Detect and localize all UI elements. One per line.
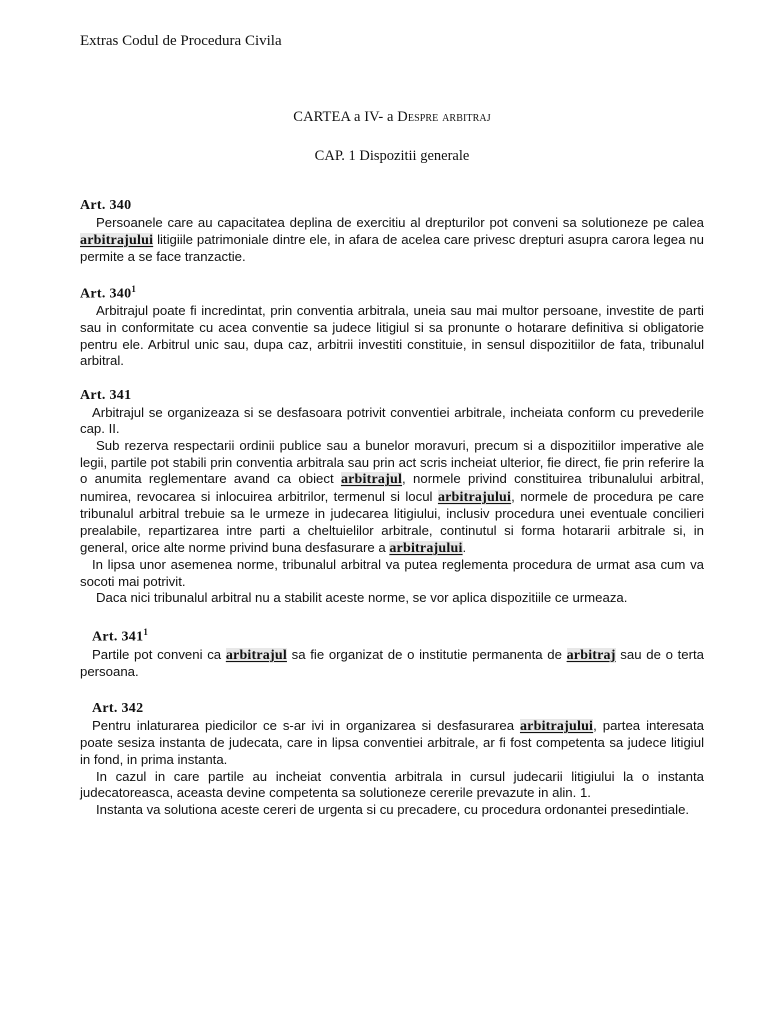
text-run: . [462, 539, 467, 555]
keyword-arbitraj: arbitrajul [340, 472, 403, 488]
article-paragraph [80, 718, 704, 769]
text-run: sau de o terta persoana. [80, 646, 704, 680]
keyword-arbitraj: arbitrajului [437, 489, 512, 505]
text-run: , partea interesata poate sesiza instanta de judecata, care in lipsa conventiei arbitrale, ar fi fost competenta sa judece litigiul in fond, in prima instanta. [80, 717, 704, 767]
article-paragraph: Arbitrajul se organizeaza si se desfasoara potrivit conventiei arbitrale, incheiata conform cu prevederile cap. II. [80, 404, 704, 437]
article-paragraph: Daca nici tribunalul arbitral nu a stabilit aceste norme, se vor aplica dispozitiile ce urmeaza. [96, 590, 628, 606]
text-run: Persoanele care au capacitatea deplina de exercitiu al drepturilor pot conveni sa solutioneze pe calea [96, 215, 704, 230]
article-341-1 [80, 627, 704, 681]
keyword-arbitraj: arbitrajului [389, 540, 463, 556]
text-run: Sub rezerva respectarii ordinii publice sau a bunelor moravuri, precum si a dispozitiilor imperative ale legii, partile pot stabili prin conventia arbitrala sau prin act scris incheiat ulterior, fie direct, fie prin referire la o anumita reglementare avand ca obiect [80, 438, 704, 487]
article-340 [80, 198, 704, 266]
book-title-smallcaps: Despre arbitraj [397, 109, 491, 125]
article-heading: Art. 342 [92, 700, 144, 716]
article-heading: Art. 340 [80, 198, 132, 213]
keyword-arbitraj: arbitrajul [225, 647, 287, 663]
text-run: Partile pot conveni ca [92, 646, 226, 662]
article-heading: Art. 341 [80, 387, 132, 403]
keyword-arbitraj: arbitraj [566, 647, 616, 663]
text-run: , normele de procedura pe care tribunalul arbitral trebuie sa le urmeze in judecarea litigiului, inclusiv procedura unei eventuale concilieri prealabile, repartizarea intre parti a cheltuielilor arbitrale, continutul si forma hotararii arbitrale si, in general, orice alte norme privind buna desfasurare a [80, 488, 704, 555]
article-heading-text: Art. 341 [92, 629, 144, 645]
chapter-title: CAP. 1 Dispozitii generale [314, 148, 470, 164]
article-heading-superscript: 1 [143, 626, 149, 637]
article-342 [80, 701, 704, 819]
keyword-arbitraj: arbitrajului [519, 718, 594, 734]
article-heading [80, 284, 704, 303]
keyword-arbitraj: arbitrajului [80, 232, 154, 248]
article-paragraph [80, 215, 704, 266]
article-heading-superscript: 1 [131, 283, 137, 294]
article-paragraph: Arbitrajul poate fi incredintat, prin conventia arbitrala, uneia sau mai multor persoane, investite de parti sau in conformitate cu acea conventie sa judece litigiul si sa pronunte o hotarare definitiva si obligatorie pentru ele. Arbitrul unic sau, dupa caz, arbitrii investiti constituie, in sensul dispozitiilor de fata, tribunalul arbitral. [80, 303, 704, 369]
article-paragraph [80, 647, 704, 681]
article-340-1 [80, 284, 704, 370]
article-paragraph [80, 438, 704, 557]
article-341 [80, 388, 704, 607]
book-title [80, 109, 704, 126]
article-paragraph: Instanta va solutiona aceste cereri de urgenta si cu precadere, cu procedura ordonantei presedintiale. [96, 801, 690, 817]
text-run: Pentru inlaturarea piedicilor ce s-ar ivi in organizarea si desfasurarea [92, 717, 520, 733]
article-heading [92, 627, 704, 646]
article-paragraph: In cazul in care partile au incheiat conventia arbitrala in cursul judecarii litigiului la o instanta judecatoreasca, aceasta devine competenta sa solutioneze cererile prevazute in alin. 1. [80, 768, 704, 801]
text-run: sa fie organizat de o institutie permanenta de [286, 646, 567, 662]
article-heading-text: Art. 340 [80, 286, 132, 302]
text-run: litigiile patrimoniale dintre ele, in afara de acelea care privesc drepturi asupra carora legea nu permite a se face tranzactie. [80, 231, 704, 265]
document-header: Extras Codul de Procedura Civila [80, 33, 282, 49]
article-paragraph: In lipsa unor asemenea norme, tribunalul arbitral va putea reglementa procedura de urmat asa cum va socoti mai potrivit. [80, 557, 704, 589]
book-title-prefix: CARTEA a IV- a [293, 109, 398, 125]
text-run: , normele privind constituirea tribunalului arbitral, numirea, revocarea si inlocuirea arbitrilor, termenul si locul [80, 471, 704, 504]
